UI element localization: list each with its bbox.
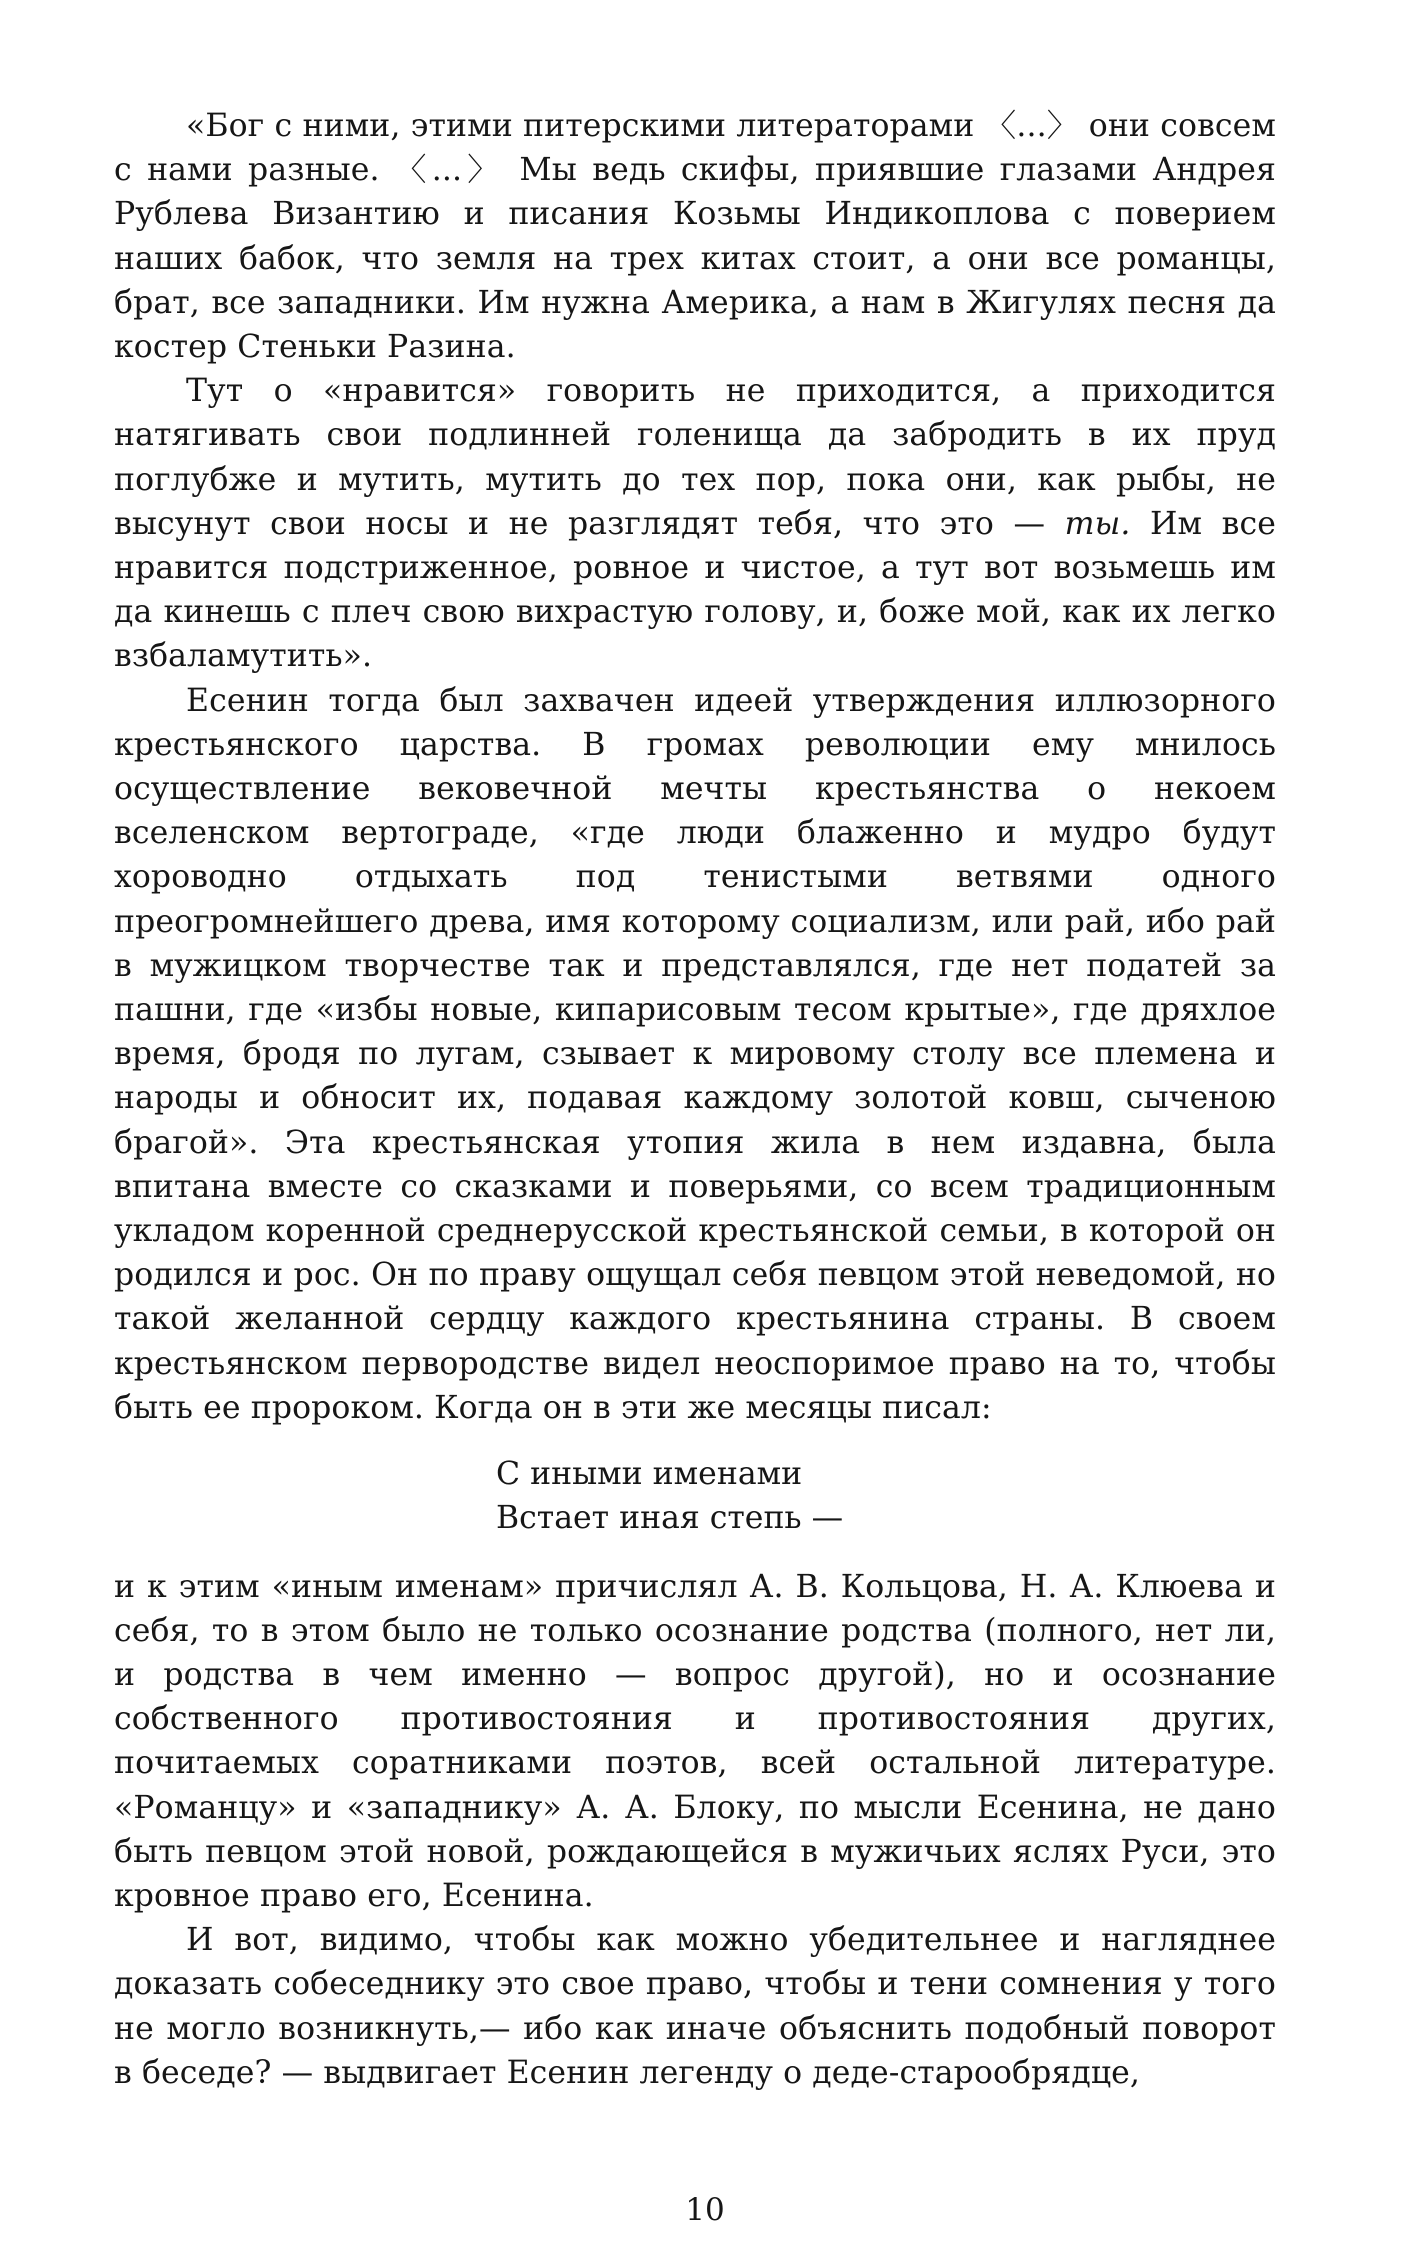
paragraph-5: И вот, видимо, чтобы как можно убедительнее и нагляднее доказать собеседнику это свое право, чтобы и тени сомнения у того не могло возникнуть,— ибо как иначе объяснить подобный поворот в беседе? — выдвигает Есенин легенду о деде-старообрядце, xyxy=(114,1922,1276,2091)
paragraph-2 xyxy=(114,369,1276,678)
paragraph-2-emphasis: ты. xyxy=(1064,505,1131,542)
verse-quote xyxy=(114,1452,1276,1540)
verse-line-1: С иными именами xyxy=(496,1456,803,1493)
verse-line-2: Встает иная степь — xyxy=(496,1500,844,1537)
paragraph-4: и к этим «иным именам» причислял А. В. Кольцова, Н. А. Клюева и себя, то в этом было не только осознание родства (полного, нет ли, и родства в чем именно — вопрос другой), но и осознание собственного противостояния и противостояния других, почитаемых соратниками поэтов, всей остальной литературе. «Романцу» и «западнику» А. А. Блоку, по мысли Есенина, не дано быть певцом этой новой, рождающейся в мужичьих яслях Руси, это кровное право его, Есенина. xyxy=(114,1568,1276,1914)
page-body xyxy=(114,104,1276,2095)
paragraph-1: «Бог с ними, этими питерскими литераторами 〈...〉 они совсем с нами разные. 〈...〉 Мы ведь скифы, приявшие глазами Андрея Рублева Византию и писания Козьмы Индикоплова с поверием наших бабок, что земля на трех китах стоит, а они все романцы, брат, все западники. Им нужна Америка, а нам в Жигулях песня да костер Стеньки Разина. xyxy=(114,108,1276,366)
paragraph-2-text-before: Тут о «нравится» говорить не приходится, а приходится натягивать свои подлинней голенища да забродить в их пруд поглубже и мутить, мутить до тех пор, пока они, как рыбы, не высунут свои носы и не разглядят тебя, что это — xyxy=(114,373,1276,542)
page-number: 10 xyxy=(685,2192,725,2228)
paragraph-2-text-after: Им все нравится подстриженное, ровное и чистое, а тут вот возьмешь им да кинешь с плеч свою вихрастую голову, и, боже мой, как их легко взбаламутить». xyxy=(114,505,1276,675)
paragraph-3: Есенин тогда был захвачен идеей утверждения иллюзорного крестьянского царства. В громах революции ему мнилось осуществление вековечной мечты крестьянства о некоем вселенском вертограде, «где люди блаженно и мудро будут хороводно отдыхать под тенистыми ветвями одного преогромнейшего древа, имя которому социализм, или рай, ибо рай в мужицком творчестве так и представлялся, где нет податей за пашни, где «избы новые, кипарисовым тесом крытые», где дряхлое время, бродя по лугам, сзывает к мировому столу все племена и народы и обносит их, подавая каждому золотой ковш, сыченою брагой». Эта крестьянская утопия жила в нем издавна, была впитана вместе со сказками и поверьями, со всем традиционным укладом коренной среднерусской крестьянской семьи, в которой он родился и рос. Он по праву ощущал себя певцом этой неведомой, но такой желанной сердцу каждого крестьянина страны. В своем крестьянском первородстве видел неоспоримое право на то, чтобы быть ее пророком. Когда он в эти же месяцы писал: xyxy=(114,682,1276,1426)
